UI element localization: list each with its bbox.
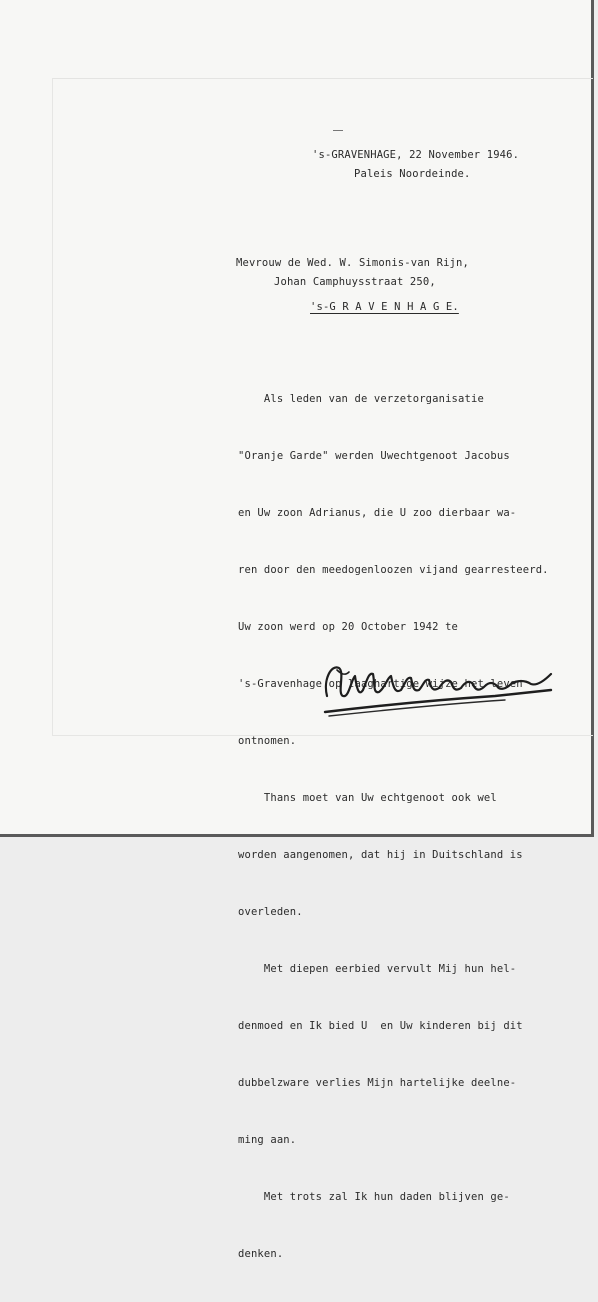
body-line: denken. [238,1248,284,1260]
body-line: Met diepen eerbied vervult Mij hun hel- [238,963,517,975]
address-recipient: Mevrouw de Wed. W. Simonis-van Rijn, [236,257,469,269]
body-line: "Oranje Garde" werden Uwechtgenoot Jacobus [238,450,510,462]
address-city: 's-G R A V E N H A G E. [310,301,459,313]
body-line: ming aan. [238,1134,297,1146]
body-line: Uw zoon werd op 20 October 1942 te [238,621,459,633]
body-line: worden aangenomen, dat hij in Duitschland is [238,849,523,861]
body-line: ontnomen. [238,735,297,747]
body-line: Met trots zal Ik hun daden blijven ge- [238,1191,510,1203]
address-street: Johan Camphuysstraat 250, [274,276,436,288]
body-line: en Uw zoon Adrianus, die U zoo dierbaar wa- [238,507,517,519]
palace-name: Paleis Noordeinde. [354,168,471,180]
handwritten-signature [315,650,565,720]
body-line: overleden. [238,906,303,918]
body-line: 's-Gravenhage op laaghartige wijze het leven [238,678,523,690]
body-line: Als leden van de verzetorganisatie [238,393,484,405]
dash-mark [333,130,343,131]
body-line: Thans moet van Uw echtgenoot ook wel [238,792,497,804]
place-date: 's-GRAVENHAGE, 22 November 1946. [312,149,520,161]
letter-body [238,352,549,1302]
body-line: ren door den meedogenloozen vijand gearresteerd. [238,564,549,576]
body-line: dubbelzware verlies Mijn hartelijke deelne- [238,1077,517,1089]
body-line: denmoed en Ik bied U en Uw kinderen bij dit [238,1020,523,1032]
